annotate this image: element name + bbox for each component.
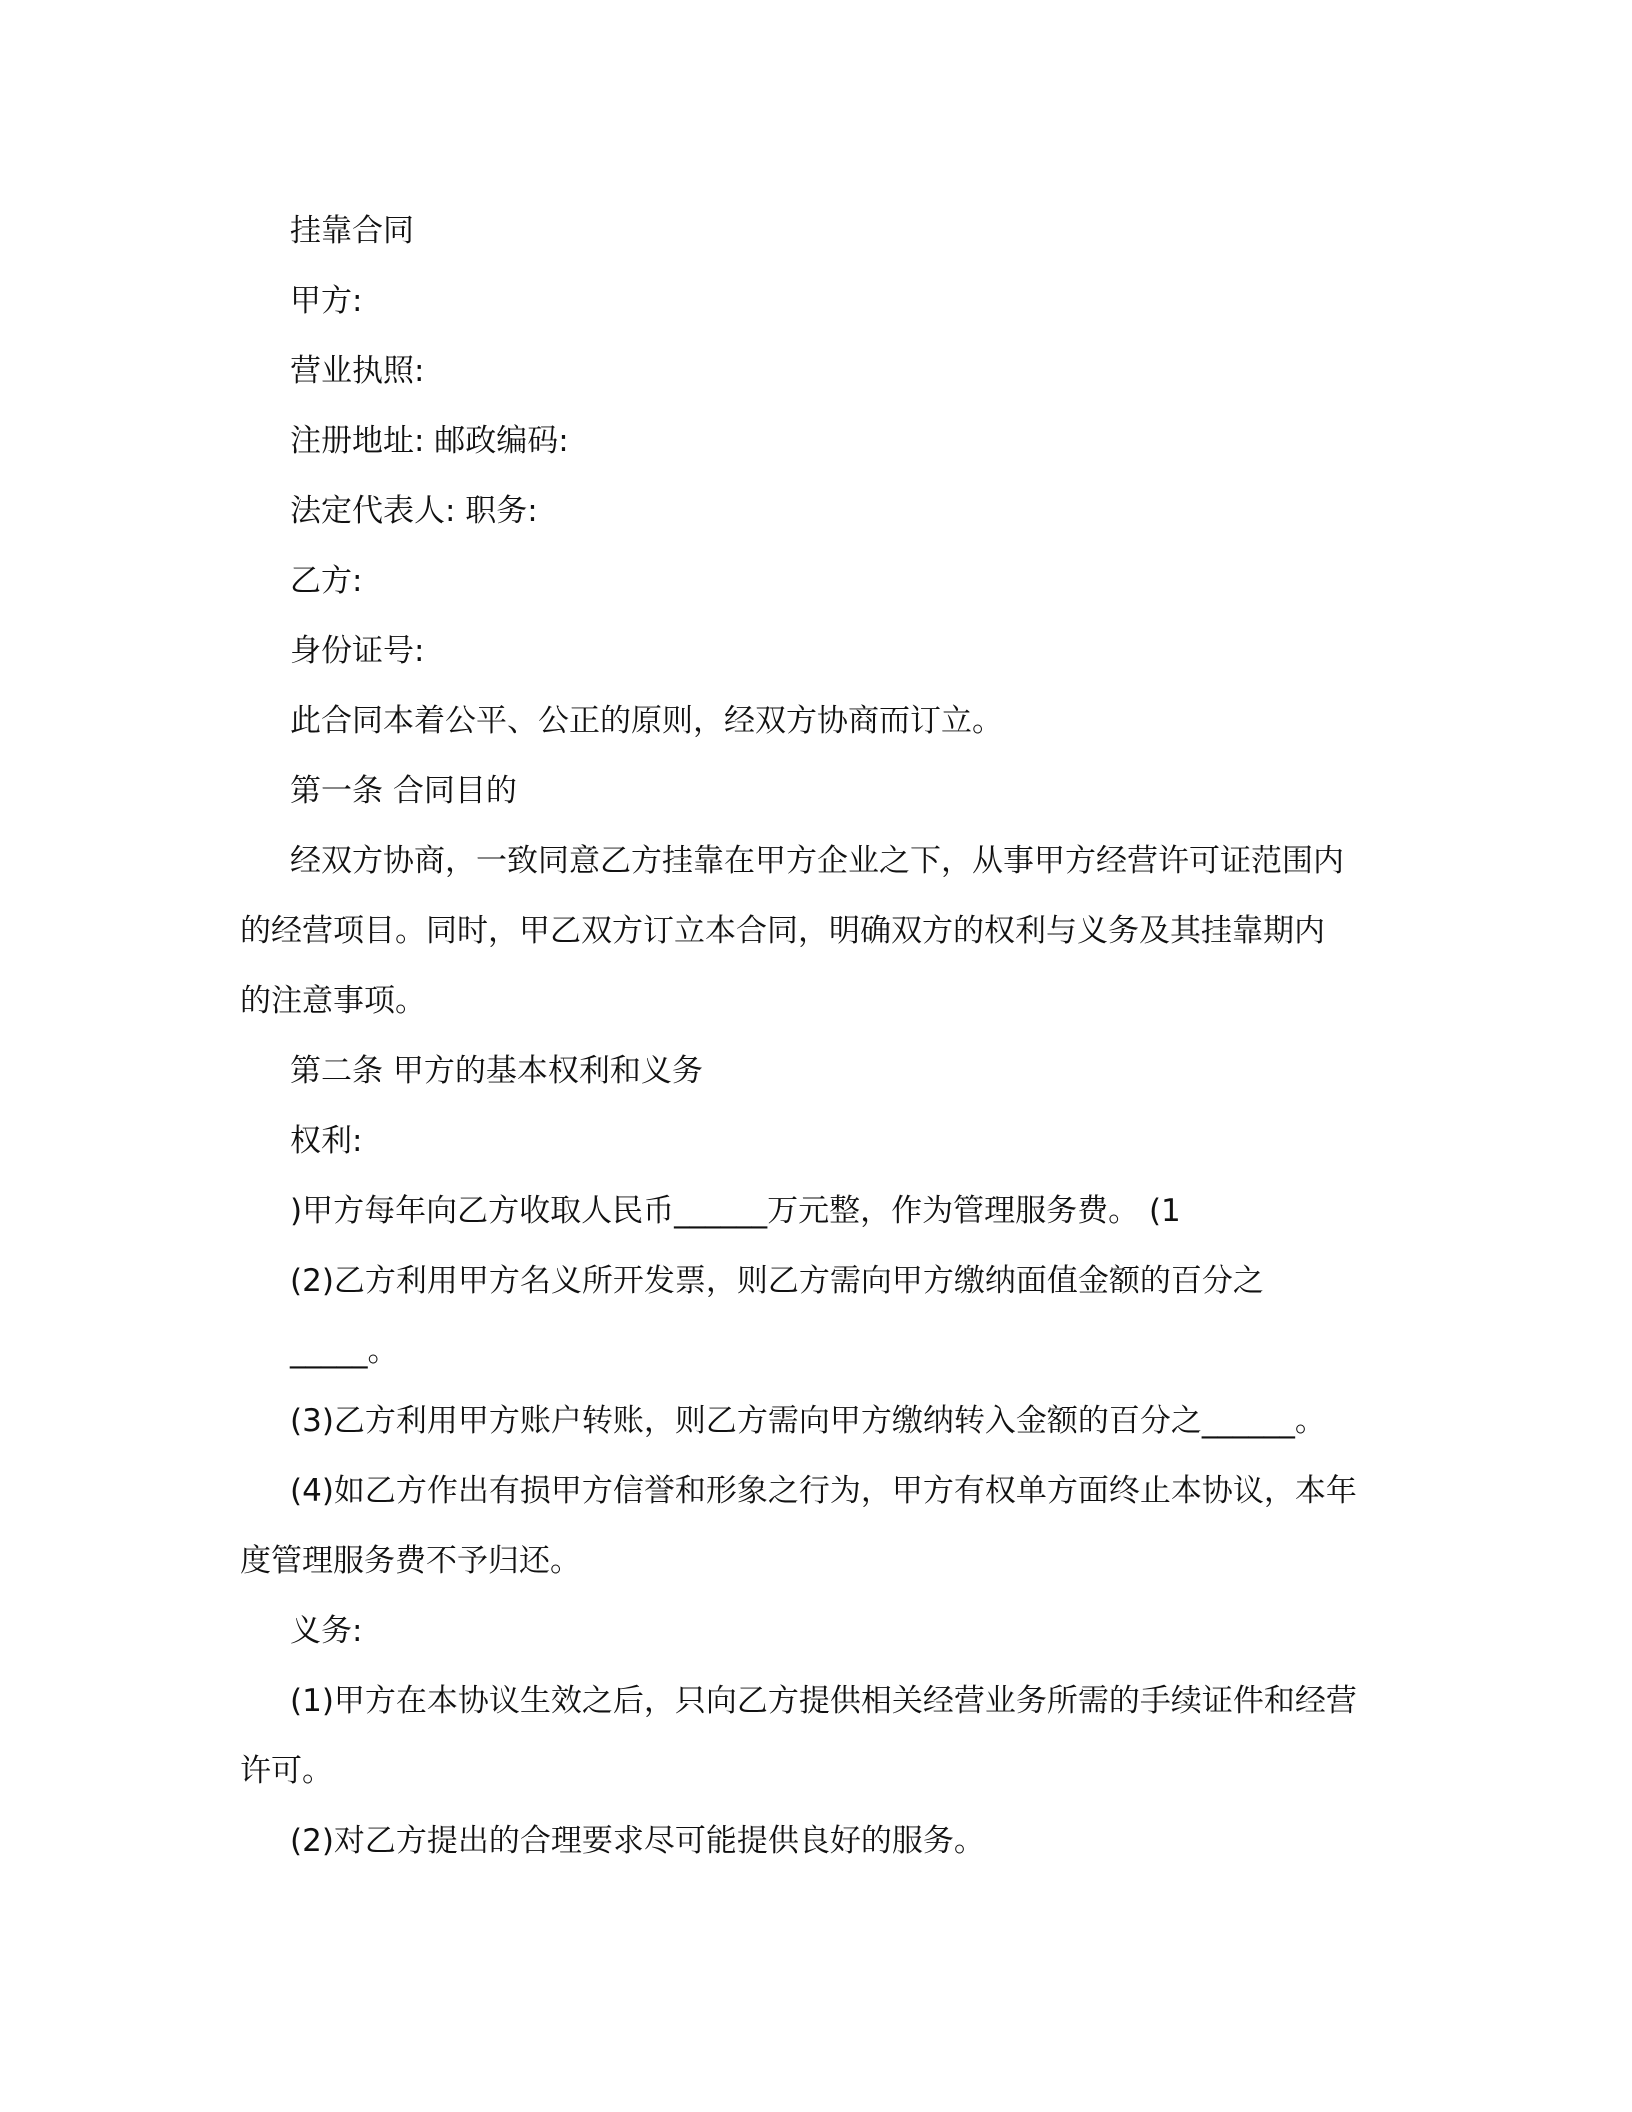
right-4-line-1: (4)如乙方作出有损甲方信誉和形象之行为，甲方有权单方面终止本协议，本年 (290, 1473, 1357, 1509)
document-title: 挂靠合同 (290, 213, 414, 249)
right-2-line-2: _____。 (290, 1333, 399, 1369)
article-1-line-1: 经双方协商，一致同意乙方挂靠在甲方企业之下，从事甲方经营许可证范围内 (290, 843, 1344, 879)
document-body (240, 196, 1390, 1876)
duty-1-line-2: 许可。 (240, 1753, 333, 1789)
party-a-field: 甲方: (290, 283, 363, 319)
duty-2: (2)对乙方提出的合理要求尽可能提供良好的服务。 (290, 1823, 985, 1859)
article-1-line-2: 的经营项目。同时，甲乙双方订立本合同，明确双方的权利与义务及其挂靠期内 (240, 913, 1325, 949)
rights-label: 权利: (290, 1123, 363, 1159)
id-number-field: 身份证号: (290, 633, 425, 669)
article-2-title: 第二条 甲方的基本权利和义务 (290, 1053, 703, 1089)
right-1: )甲方每年向乙方收取人民币______万元整，作为管理服务费。 (1 (290, 1193, 1181, 1229)
duty-1-line-1: (1)甲方在本协议生效之后，只向乙方提供相关经营业务所需的手续证件和经营 (290, 1683, 1357, 1719)
right-3: (3)乙方利用甲方账户转账，则乙方需向甲方缴纳转入金额的百分之______。 (290, 1403, 1326, 1439)
party-b-field: 乙方: (290, 563, 363, 599)
article-1-line-3: 的注意事项。 (240, 983, 426, 1019)
intro-paragraph: 此合同本着公平、公正的原则，经双方协商而订立。 (290, 703, 1003, 739)
business-license-field: 营业执照: (290, 353, 425, 389)
legal-representative-field: 法定代表人: 职务: (290, 493, 538, 529)
registered-address-field: 注册地址: 邮政编码: (290, 423, 569, 459)
right-4-line-2: 度管理服务费不予归还。 (240, 1543, 581, 1579)
right-2-line-1: (2)乙方利用甲方名义所开发票，则乙方需向甲方缴纳面值金额的百分之 (290, 1263, 1264, 1299)
article-1-title: 第一条 合同目的 (290, 773, 517, 809)
duties-label: 义务: (290, 1613, 363, 1649)
